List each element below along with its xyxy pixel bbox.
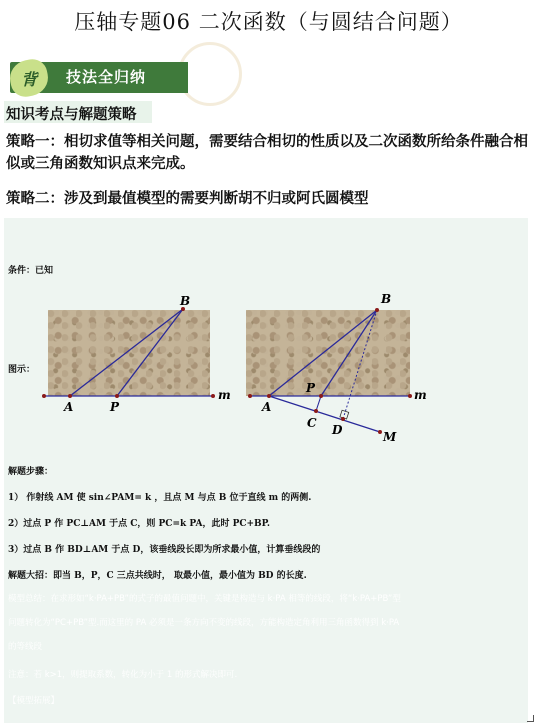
banner-label: 技法全归纳 bbox=[66, 68, 147, 86]
fig1-label-A: A bbox=[64, 400, 74, 414]
strategy-two: 策略二：涉及到最值模型的需要判断胡不归或阿氏圆模型 bbox=[6, 190, 369, 207]
fig1-label-m: m bbox=[218, 388, 231, 402]
solution-outline: 解题大招：即当 B，P，C 三点共线时， 取最小值，最小值为 BD 的长度. bbox=[8, 571, 307, 581]
page-corner-mark bbox=[527, 715, 534, 722]
figure2 bbox=[248, 292, 427, 444]
model-summary-line2: 问题转化为“PC+PB”型.而这里的 PA 必须是一条方向不变的线段，方能构造定角利用三角函数得到 k·PA bbox=[8, 618, 400, 628]
page-title: 压轴专题06 二次函数（与圆结合问题） bbox=[74, 10, 463, 34]
fig2-label-B: B bbox=[381, 292, 392, 306]
model-extension: 【模型拓展】 bbox=[8, 696, 60, 706]
fig2-label-M: M bbox=[383, 430, 397, 444]
step-three: 3）过点 B 作 BD⊥AM 于点 D，该垂线段长即为所求最小值，计算垂线段的 bbox=[8, 545, 321, 555]
fig2-label-P: P bbox=[306, 381, 316, 395]
step-two: 2）过点 P 作 PC⊥AM 于点 C，则 PC=k PA，此时 PC+BP. bbox=[8, 519, 271, 529]
strategy-one: 策略一：相切求值等相关问题，需要结合相切的性质以及二次函数所给条件融合相似或三角函数知识点来完成。 bbox=[6, 133, 528, 172]
step-one: 1） 作射线 AM 使 sin∠PAM= k ，且点 M 与点 B 位于直线 m 的两侧. bbox=[8, 493, 312, 503]
note-line: 注意：若 k>1，则提取系数，转化为小于 1 的形式解决即可. bbox=[8, 670, 238, 680]
section-heading: 知识考点与解题策略 bbox=[6, 106, 137, 123]
model-summary-line3: 的等线段 bbox=[8, 642, 43, 652]
fig2-label-A: A bbox=[262, 400, 272, 414]
fig1-label-P: P bbox=[110, 400, 120, 414]
model-summary-line1: 模型总结：在求形如“k·PA+PB”的式子的最值问题中，关键是构造与 k·PA 相等的线段，将“k·PA+PB”型 bbox=[8, 594, 401, 604]
fig2-label-D: D bbox=[332, 423, 343, 437]
banner-badge-text: 背 bbox=[20, 69, 38, 89]
fig1-label-B: B bbox=[180, 294, 191, 308]
figure-label: 图示： bbox=[8, 365, 36, 375]
steps-title: 解题步骤： bbox=[8, 467, 54, 477]
fig2-label-C: C bbox=[307, 416, 317, 430]
condition-label: 条件：已知 bbox=[8, 266, 54, 276]
fig2-label-m: m bbox=[414, 388, 427, 402]
